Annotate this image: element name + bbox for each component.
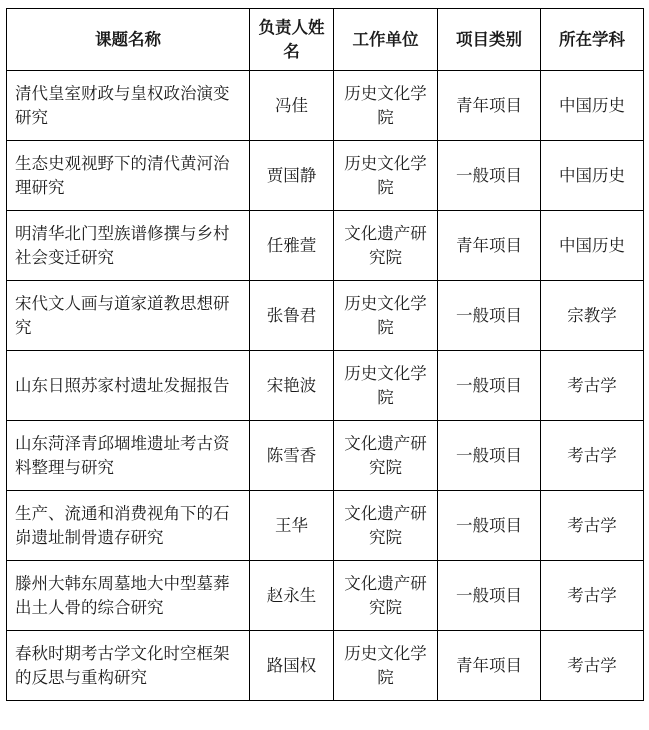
table-row: [7, 351, 644, 421]
cell-org: 历史文化学院: [334, 281, 438, 351]
table-row: [7, 141, 644, 211]
column-header-discipline: 所在学科: [541, 9, 644, 71]
cell-discipline: 考古学: [541, 351, 644, 421]
cell-leader: 宋艳波: [250, 351, 334, 421]
cell-discipline: 考古学: [541, 421, 644, 491]
table-row: [7, 211, 644, 281]
table-row: [7, 561, 644, 631]
column-header-title: 课题名称: [7, 9, 250, 71]
cell-discipline: 中国历史: [541, 71, 644, 141]
cell-leader: 王华: [250, 491, 334, 561]
cell-leader: 冯佳: [250, 71, 334, 141]
cell-org: 历史文化学院: [334, 631, 438, 701]
cell-title: 生产、流通和消费视角下的石峁遗址制骨遗存研究: [7, 491, 250, 561]
cell-type: 青年项目: [438, 71, 541, 141]
cell-type: 青年项目: [438, 631, 541, 701]
cell-title: 山东日照苏家村遗址发掘报告: [7, 351, 250, 421]
cell-title: 山东菏泽青邱堌堆遗址考古资料整理与研究: [7, 421, 250, 491]
cell-discipline: 宗教学: [541, 281, 644, 351]
cell-type: 一般项目: [438, 491, 541, 561]
table-row: [7, 421, 644, 491]
cell-title: 滕州大韩东周墓地大中型墓葬出土人骨的综合研究: [7, 561, 250, 631]
cell-discipline: 考古学: [541, 631, 644, 701]
cell-type: 一般项目: [438, 421, 541, 491]
table-row: [7, 281, 644, 351]
cell-leader: 路国权: [250, 631, 334, 701]
cell-org: 文化遗产研究院: [334, 211, 438, 281]
cell-leader: 张鲁君: [250, 281, 334, 351]
cell-leader: 赵永生: [250, 561, 334, 631]
column-header-leader: 负责人姓名: [250, 9, 334, 71]
cell-org: 文化遗产研究院: [334, 491, 438, 561]
cell-type: 一般项目: [438, 351, 541, 421]
cell-org: 历史文化学院: [334, 71, 438, 141]
table-header: [7, 9, 644, 71]
cell-type: 青年项目: [438, 211, 541, 281]
table-row: [7, 631, 644, 701]
cell-org: 历史文化学院: [334, 141, 438, 211]
table-row: [7, 491, 644, 561]
cell-discipline: 中国历史: [541, 211, 644, 281]
table-body: [7, 71, 644, 701]
column-header-org: 工作单位: [334, 9, 438, 71]
cell-title: 明清华北门型族谱修撰与乡村社会变迁研究: [7, 211, 250, 281]
cell-org: 历史文化学院: [334, 351, 438, 421]
cell-title: 宋代文人画与道家道教思想研究: [7, 281, 250, 351]
cell-title: 生态史观视野下的清代黄河治理研究: [7, 141, 250, 211]
cell-discipline: 中国历史: [541, 141, 644, 211]
cell-leader: 任雅萱: [250, 211, 334, 281]
cell-discipline: 考古学: [541, 491, 644, 561]
cell-leader: 陈雪香: [250, 421, 334, 491]
cell-type: 一般项目: [438, 281, 541, 351]
cell-title: 清代皇室财政与皇权政治演变研究: [7, 71, 250, 141]
cell-title: 春秋时期考古学文化时空框架的反思与重构研究: [7, 631, 250, 701]
cell-type: 一般项目: [438, 141, 541, 211]
cell-org: 文化遗产研究院: [334, 421, 438, 491]
cell-type: 一般项目: [438, 561, 541, 631]
project-table: [6, 8, 644, 701]
cell-discipline: 考古学: [541, 561, 644, 631]
table-header-row: [7, 9, 644, 71]
table-row: [7, 71, 644, 141]
cell-org: 文化遗产研究院: [334, 561, 438, 631]
cell-leader: 贾国静: [250, 141, 334, 211]
column-header-type: 项目类别: [438, 9, 541, 71]
